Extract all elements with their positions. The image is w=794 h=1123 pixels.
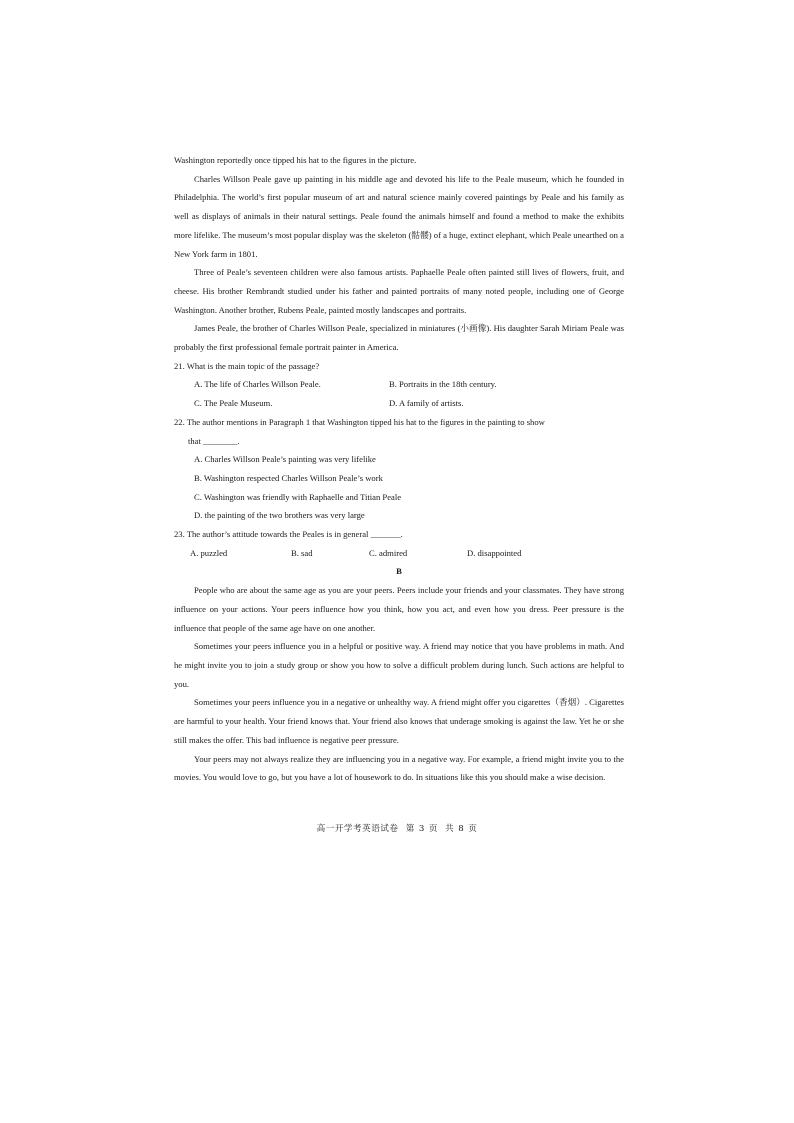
- question-22-blank: ________.: [203, 435, 240, 446]
- section-b-title: B: [396, 566, 402, 577]
- footer-exam-title: 高一开学考英语试卷: [316, 824, 399, 834]
- passage-a: [174, 151, 624, 357]
- question-22-option-b: B. Washington respected Charles Willson Peale’s work: [194, 472, 383, 483]
- passage-b-paragraph-1: People who are about the same age as you are your peers. Peers include your friends and your classmates. They have strong influence on your actions. Your peers influence how you think, how you act, and even how you dress. Peer pressure is the influence that people of the same age have on one another.: [174, 585, 624, 633]
- question-21-option-c: C. The Peale Museum.: [194, 398, 273, 409]
- footer-page-prefix: 第: [405, 824, 415, 834]
- question-21-options-row-2: [174, 394, 624, 413]
- question-23-options: [174, 544, 624, 563]
- question-23-option-c: C. admired: [369, 547, 408, 558]
- exam-page: [174, 151, 624, 787]
- question-21-stem: 21. What is the main topic of the passage?: [174, 360, 320, 371]
- page-footer: [0, 822, 794, 834]
- passage-b: [174, 581, 624, 787]
- passage-a-paragraph-0: Washington reportedly once tipped his hat to the figures in the picture.: [174, 155, 417, 165]
- question-23: [174, 525, 624, 562]
- question-22-that: that: [188, 435, 201, 446]
- question-23-option-d: D. disappointed: [467, 547, 522, 558]
- question-22: [174, 413, 624, 525]
- question-22-stem: 22. The author mentions in Paragraph 1 that Washington tipped his hat to the figures in the painting to show: [174, 416, 545, 427]
- passage-a-paragraph-1: Charles Willson Peale gave up painting in his middle age and devoted his life to the Peale museum, which he founded in Philadelphia. The world’s first popular museum of art and natural science mainly covered paintings by Peale and his family as well as displays of animals in their natural settings. Peale found the animals himself and found a method to make the exhibits more lifelike. The museum’s most popular display was the skeleton (骷髅) of a huge, extinct elephant, which Peale unearthed on a New York farm in 1801.: [174, 173, 624, 259]
- footer-page-number: 3: [418, 824, 425, 834]
- question-23-option-a: A. puzzled: [190, 547, 228, 558]
- passage-b-paragraph-3: Sometimes your peers influence you in a negative or unhealthy way. A friend might offer you cigarettes（香烟）. Cigarettes are harmful to your health. Your friend knows that. Your friend also knows that underage smoking is against the law. Yet he or she still makes the offer. This bad influence is negative peer pressure.: [174, 697, 624, 745]
- footer-total-number: 8: [458, 824, 465, 834]
- footer-total-prefix: 共: [445, 824, 455, 834]
- question-21: [174, 357, 624, 413]
- passage-b-paragraph-2: Sometimes your peers influence you in a helpful or positive way. A friend may notice that you have problems in math. And he might invite you to join a study group or show you how to solve a difficult problem during lunch. Such actions are helpful to you.: [174, 641, 624, 689]
- question-22-option-d: D. the painting of the two brothers was very large: [194, 510, 365, 521]
- question-22-option-a: A. Charles Willson Peale’s painting was very lifelike: [194, 454, 376, 465]
- footer-page-unit: 页: [428, 824, 438, 834]
- question-21-option-a: A. The life of Charles Willson Peale.: [194, 379, 321, 390]
- footer-total-unit: 页: [468, 824, 478, 834]
- passage-a-paragraph-2: Three of Peale’s seventeen children were also famous artists. Paphaelle Peale often painted still lives of flowers, fruit, and cheese. His brother Rembrandt studied under his father and painted portraits of many noted people, including one of George Washington. Another brother, Rubens Peale, painted mostly landscapes and portraits.: [174, 267, 624, 315]
- question-21-option-d: D. A family of artists.: [389, 398, 464, 409]
- question-22-option-c: C. Washington was friendly with Raphaelle and Titian Peale: [194, 491, 402, 502]
- passage-b-paragraph-4: Your peers may not always realize they are influencing you in a negative way. For example, a friend might invite you to the movies. You would love to go, but you have a lot of housework to do. In situations like this you should make a wise decision.: [174, 753, 624, 783]
- question-23-option-b: B. sad: [291, 547, 313, 558]
- question-21-options-row-1: [174, 375, 624, 394]
- question-23-stem: 23. The author’s attitude towards the Peales is in general _______.: [174, 529, 403, 540]
- question-21-option-b: B. Portraits in the 18th century.: [389, 379, 497, 390]
- question-22-stem-continued: [174, 432, 624, 451]
- passage-a-paragraph-3: James Peale, the brother of Charles Willson Peale, specialized in miniatures (小画像). His daughter Sarah Miriam Peale was probably the first professional female portrait painter in America.: [174, 323, 624, 353]
